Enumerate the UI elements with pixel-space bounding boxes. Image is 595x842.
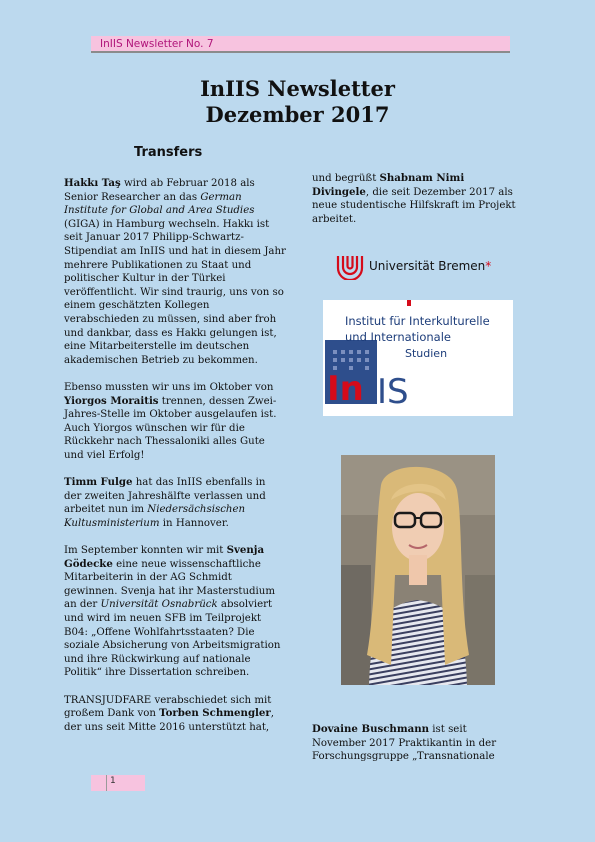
person-name: Shabnam Nimi Divingele	[312, 172, 465, 198]
paragraph-timm	[64, 476, 286, 530]
page-number: 1	[110, 776, 116, 786]
left-column	[64, 177, 286, 748]
newsletter-date: Dezember 2017	[205, 102, 390, 127]
person-name: Svenja Gödecke	[64, 544, 265, 570]
portrait-photo	[341, 455, 495, 685]
paragraph-text: eine neue wissenschaftliche Mitarbeiterin in der AG Schmidt gewinnen. Svenja hat ihr Masterstudium an der	[64, 558, 276, 611]
institute-name-line: und Internationale	[345, 330, 452, 344]
paragraph-text: hat das InIIS ebenfalls in der zweiten Jahreshälfte verlassen und arbeitet nun im	[64, 477, 266, 516]
right-column-top	[312, 172, 522, 240]
paragraph-svenja	[64, 544, 286, 680]
running-header	[91, 36, 510, 53]
paragraph-hakki	[64, 177, 286, 367]
iniis-institute-logo	[323, 300, 513, 416]
university-bremen-wordmark: Universität Bremen*	[369, 259, 492, 273]
svg-text:IS: IS	[377, 372, 409, 412]
person-name: Timm Fulge	[64, 476, 133, 489]
paragraph-text: trennen, dessen Zwei-Jahres-Stelle im Oktober ausgelaufen ist. Auch Yiorgos wünschen wir für die Rückkehr nach Thessaloniki alles Gute und viel Erfolg!	[64, 395, 277, 461]
person-name: Torben Schmengler	[159, 707, 271, 720]
page-number-tab	[91, 775, 145, 791]
paragraph-yiorgos	[64, 381, 286, 463]
paragraph-text: ist seit November 2017 Praktikantin in der Forschungsgruppe „Transnationale	[312, 724, 497, 763]
paragraph-text: und begrüßt	[312, 173, 380, 184]
svg-text:In: In	[327, 369, 364, 409]
paragraph-text: absolviert und wird im neuen SFB im Teilprojekt B04: „Offene Wohlfahrtsstaaten? Die soziale Absicherung von Arbeitsmigration und ihre Rückwirkung auf nationale Politik“ ihre Dissertation schreiben.	[64, 599, 281, 679]
paragraph-text: TRANSJUDFARE verabschiedet sich mit großem Dank von	[64, 694, 272, 720]
paragraph-text: wird ab Februar 2018 als Senior Researcher an das	[64, 178, 255, 203]
paragraph-transjudfare	[64, 694, 286, 735]
person-name: Hakkı Taş	[64, 177, 121, 189]
paragraph-text: , die seit Dezember 2017 als neue studentische Hilfskraft im Projekt arbeitet.	[312, 186, 516, 225]
institution-name: Niedersächsischen Kultusministerium	[64, 504, 246, 529]
running-header-label: InIIS Newsletter No. 7	[100, 38, 214, 50]
portrait-illustration	[341, 455, 495, 685]
institute-name-line: Studien	[405, 347, 448, 360]
paragraph-dovaine	[312, 723, 522, 764]
paragraph-shabnam	[312, 172, 522, 226]
right-column-bottom	[312, 723, 522, 777]
paragraph-text: , der uns seit Mitte 2016 unterstützt hat,	[64, 708, 275, 733]
paragraph-text: in Hannover.	[159, 517, 229, 529]
newsletter-title: InIIS Newsletter	[200, 76, 395, 101]
institution-name: German Institute for Global and Area Studies	[64, 191, 255, 217]
paragraph-text: (GIGA) in Hamburg wechseln. Hakkı ist seit Januar 2017 Philipp-Schwartz-Stipendiat am InIIS und hat in diesem Jahr mehrere Publikationen zu Staat und politischer Kultur in der Türkei veröffentlicht. Wir sind traurig, uns von so einem geschätzten Kollegen verabschieden zu müssen, sind aber froh und dankbar, dass es Hakkı gelungen ist, eine Mitarbeiterstelle im deutschen akademischen Betrieb zu bekommen.	[64, 218, 286, 366]
institute-name-line: Institut für Interkulturelle	[345, 314, 490, 328]
person-name: Yiorgos Moraitis	[64, 394, 159, 407]
person-name: Dovaine Buschmann	[312, 723, 430, 735]
university-bremen-logo	[336, 254, 508, 280]
institution-name: Universität Osnabrück	[100, 599, 218, 611]
paragraph-text: Ebenso mussten wir uns im Oktober von	[64, 381, 274, 393]
university-bremen-emblem-icon	[336, 254, 364, 280]
footer-divider	[106, 775, 107, 791]
section-heading-transfers: Transfers	[134, 145, 203, 160]
paragraph-text: Im September konnten wir mit	[64, 545, 227, 557]
